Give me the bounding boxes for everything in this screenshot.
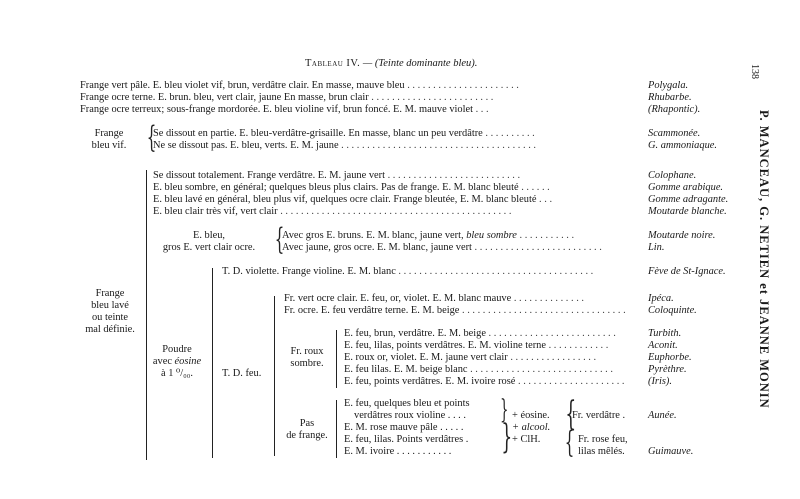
reagent-eosine: + éosine. — [512, 410, 550, 421]
brace-fr-top: { — [565, 394, 577, 434]
fr-row-1-result: Ipéca. — [648, 293, 674, 304]
brace-reagent-bottom: } — [501, 417, 513, 457]
roux-row-5-result: (Iris). — [648, 376, 672, 387]
roux-row-2-result: Aconit. — [648, 340, 678, 351]
td-violette-result: Fève de St-Ignace. — [648, 266, 726, 277]
roux-row-3-result: Euphorbe. — [648, 352, 692, 363]
pas-line-4: E. feu, lilas. Points verdâtres . — [344, 434, 469, 445]
page-number: 138 — [749, 64, 760, 79]
brace-td-feu — [274, 296, 275, 456]
roux-label-2: sombre. — [290, 358, 324, 369]
lave-row-4: E. bleu clair très vif, vert clair . . . . . . . . . . . . . . . . . . . . . . . . . . . . . . . . . . . . . . . . . . . . . — [153, 206, 512, 217]
fr-row-2-result: Coloquinte. — [648, 305, 697, 316]
vif-row-2: Ne se dissout pas. E. bleu, verts. E. M. jaune . . . . . . . . . . . . . . . . . . . . . . . . . . . . . . . . . . . . . . — [153, 140, 536, 151]
vif-label-2: bleu vif. — [91, 140, 127, 151]
lave-row-3: E. bleu lavé en général, bleu plus vif, quelques ocre clair. Frange bleutée, E. M. blanc bleuté . . . — [153, 194, 553, 205]
brace-reagent-top: } — [500, 395, 509, 425]
lave-label-3: ou teinte — [91, 312, 129, 323]
reagent-alcool: + alcool. — [512, 422, 551, 433]
pas-label-1: Pas — [299, 418, 315, 429]
brace-vif: { — [146, 120, 157, 155]
td-violette-row: T. D. violette. Frange violine. E. M. blanc . . . . . . . . . . . . . . . . . . . . . . . . . . . . . . . . . . . . . . — [222, 266, 594, 277]
top-row-1: Frange vert pâle. E. bleu violet vif, brun, verdâtre clair. En masse, mauve bleu . . . . . . . . . . . . . . . . . . . . . . — [80, 80, 519, 91]
running-head: P. MANCEAU, G. NETIEN et JEANNE MONIN — [757, 110, 771, 409]
lave-label-2: bleu lavé — [91, 300, 129, 311]
ebleu-row-1-result: Moutarde noire. — [648, 230, 716, 241]
lave-row-2-result: Gomme arabique. — [648, 182, 724, 193]
pas-line-1: E. feu, quelques bleu et points — [344, 398, 470, 409]
roux-row-1-result: Turbith. — [648, 328, 682, 339]
pas-label-2: de frange. — [286, 430, 328, 441]
roux-row-5: E. feu, points verdâtres. E. M. ivoire rosé . . . . . . . . . . . . . . . . . . . . . — [344, 376, 625, 387]
vif-row-1: Se dissout en partie. E. bleu-verdâtre-grisaille. En masse, blanc un peu verdâtre . . . . . . . . . . — [153, 128, 535, 139]
roux-row-4-result: Pyrèthre. — [648, 364, 687, 375]
ebleu-label-1: E. bleu, — [192, 230, 226, 241]
pas-line-3: E. M. rose mauve pâle . . . . . — [344, 422, 464, 433]
top-row-3: Frange ocre terreux; sous-frange mordorée. E. bleu violine vif, brun foncé. E. M. mauve violet . . . — [80, 104, 489, 115]
pas-line-2: verdâtres roux violine . . . . — [354, 410, 466, 421]
fr-row-1: Fr. vert ocre clair. E. feu, or, violet. E. M. blanc mauve . . . . . . . . . . . . . . — [284, 293, 584, 304]
lave-row-1-result: Colophane. — [648, 170, 697, 181]
lave-row-2: E. bleu sombre, en général; quelques bleus plus clairs. Pas de frange. E. M. blanc bleuté . . . . . . — [153, 182, 550, 193]
brace-roux — [336, 330, 337, 388]
brace-pas — [336, 400, 337, 458]
pas-line-5: E. M. ivoire . . . . . . . . . . . — [344, 446, 452, 457]
poudre-label-3: à 1 ⁰/₀₀. — [161, 368, 193, 379]
brace-lave — [146, 170, 147, 460]
fr-row-2: Fr. ocre. E. feu verdâtre terne. E. M. beige . . . . . . . . . . . . . . . . . . . . . . . . . . . . . . . . — [284, 305, 626, 316]
top-row-1-result: Polygala. — [648, 80, 689, 91]
ebleu-row-2-result: Lin. — [648, 242, 665, 253]
roux-row-4: E. feu lilas. E. M. beige blanc . . . . . . . . . . . . . . . . . . . . . . . . . . . . — [344, 364, 613, 375]
poudre-label-1: Poudre — [162, 344, 192, 355]
brace-poudre — [212, 268, 213, 458]
lave-row-4-result: Moutarde blanche. — [648, 206, 727, 217]
table-title: Tableau IV. — (Teinte dominante bleu). — [305, 58, 478, 69]
lave-label-4: mal définie. — [85, 324, 135, 335]
brace-fr-bottom: { — [564, 425, 575, 460]
roux-label-1: Fr. roux — [290, 346, 324, 357]
lave-row-1: Se dissout totalement. Frange verdâtre. E. M. jaune vert . . . . . . . . . . . . . . . . . . . . . . . . . . — [153, 170, 521, 181]
guimauve-result: Guimauve. — [648, 446, 694, 457]
top-row-2-result: Rhubarbe. — [648, 92, 692, 103]
roux-row-1: E. feu, brun, verdâtre. E. M. beige . . . . . . . . . . . . . . . . . . . . . . . . . — [344, 328, 616, 339]
ebleu-row-2: Avec jaune, gros ocre. E. M. blanc, jaune vert . . . . . . . . . . . . . . . . . . . . . . . . . — [282, 242, 602, 253]
fr-verdatre: Fr. verdâtre . — [572, 410, 626, 421]
top-row-3-result: (Rhapontic). — [648, 104, 701, 115]
vif-row-1-result: Scammonée. — [648, 128, 701, 139]
reagent-clh: + ClH. — [512, 434, 541, 445]
poudre-label-2: avec éosine — [152, 356, 202, 367]
aunee-result: Aunée. — [648, 410, 677, 421]
vif-row-2-result: G. ammoniaque. — [648, 140, 717, 151]
ebleu-label-2: gros E. vert clair ocre. — [162, 242, 256, 253]
ebleu-row-1: Avec gros E. bruns. E. M. blanc, jaune vert, bleu sombre . . . . . . . . . . . — [282, 230, 575, 241]
lave-row-3-result: Gomme adragante. — [648, 194, 729, 205]
vif-label-1: Frange — [94, 128, 124, 139]
lave-label-1: Frange — [95, 288, 125, 299]
fr-rose-1: Fr. rose feu, — [578, 434, 628, 445]
fr-rose-2: lilas mêlés. — [578, 446, 625, 457]
td-feu-label: T. D. feu. — [222, 368, 262, 379]
roux-row-2: E. feu, lilas, points verdâtres. E. M. violine terne . . . . . . . . . . . . — [344, 340, 609, 351]
top-row-2: Frange ocre terne. E. brun. bleu, vert clair, jaune En masse, brun clair . . . . . . . . . . . . . . . . . . . . . . . . — [80, 92, 494, 103]
brace-ebleu: { — [274, 222, 285, 257]
roux-row-3: E. roux or, violet. E. M. jaune vert clair . . . . . . . . . . . . . . . . . — [344, 352, 597, 363]
